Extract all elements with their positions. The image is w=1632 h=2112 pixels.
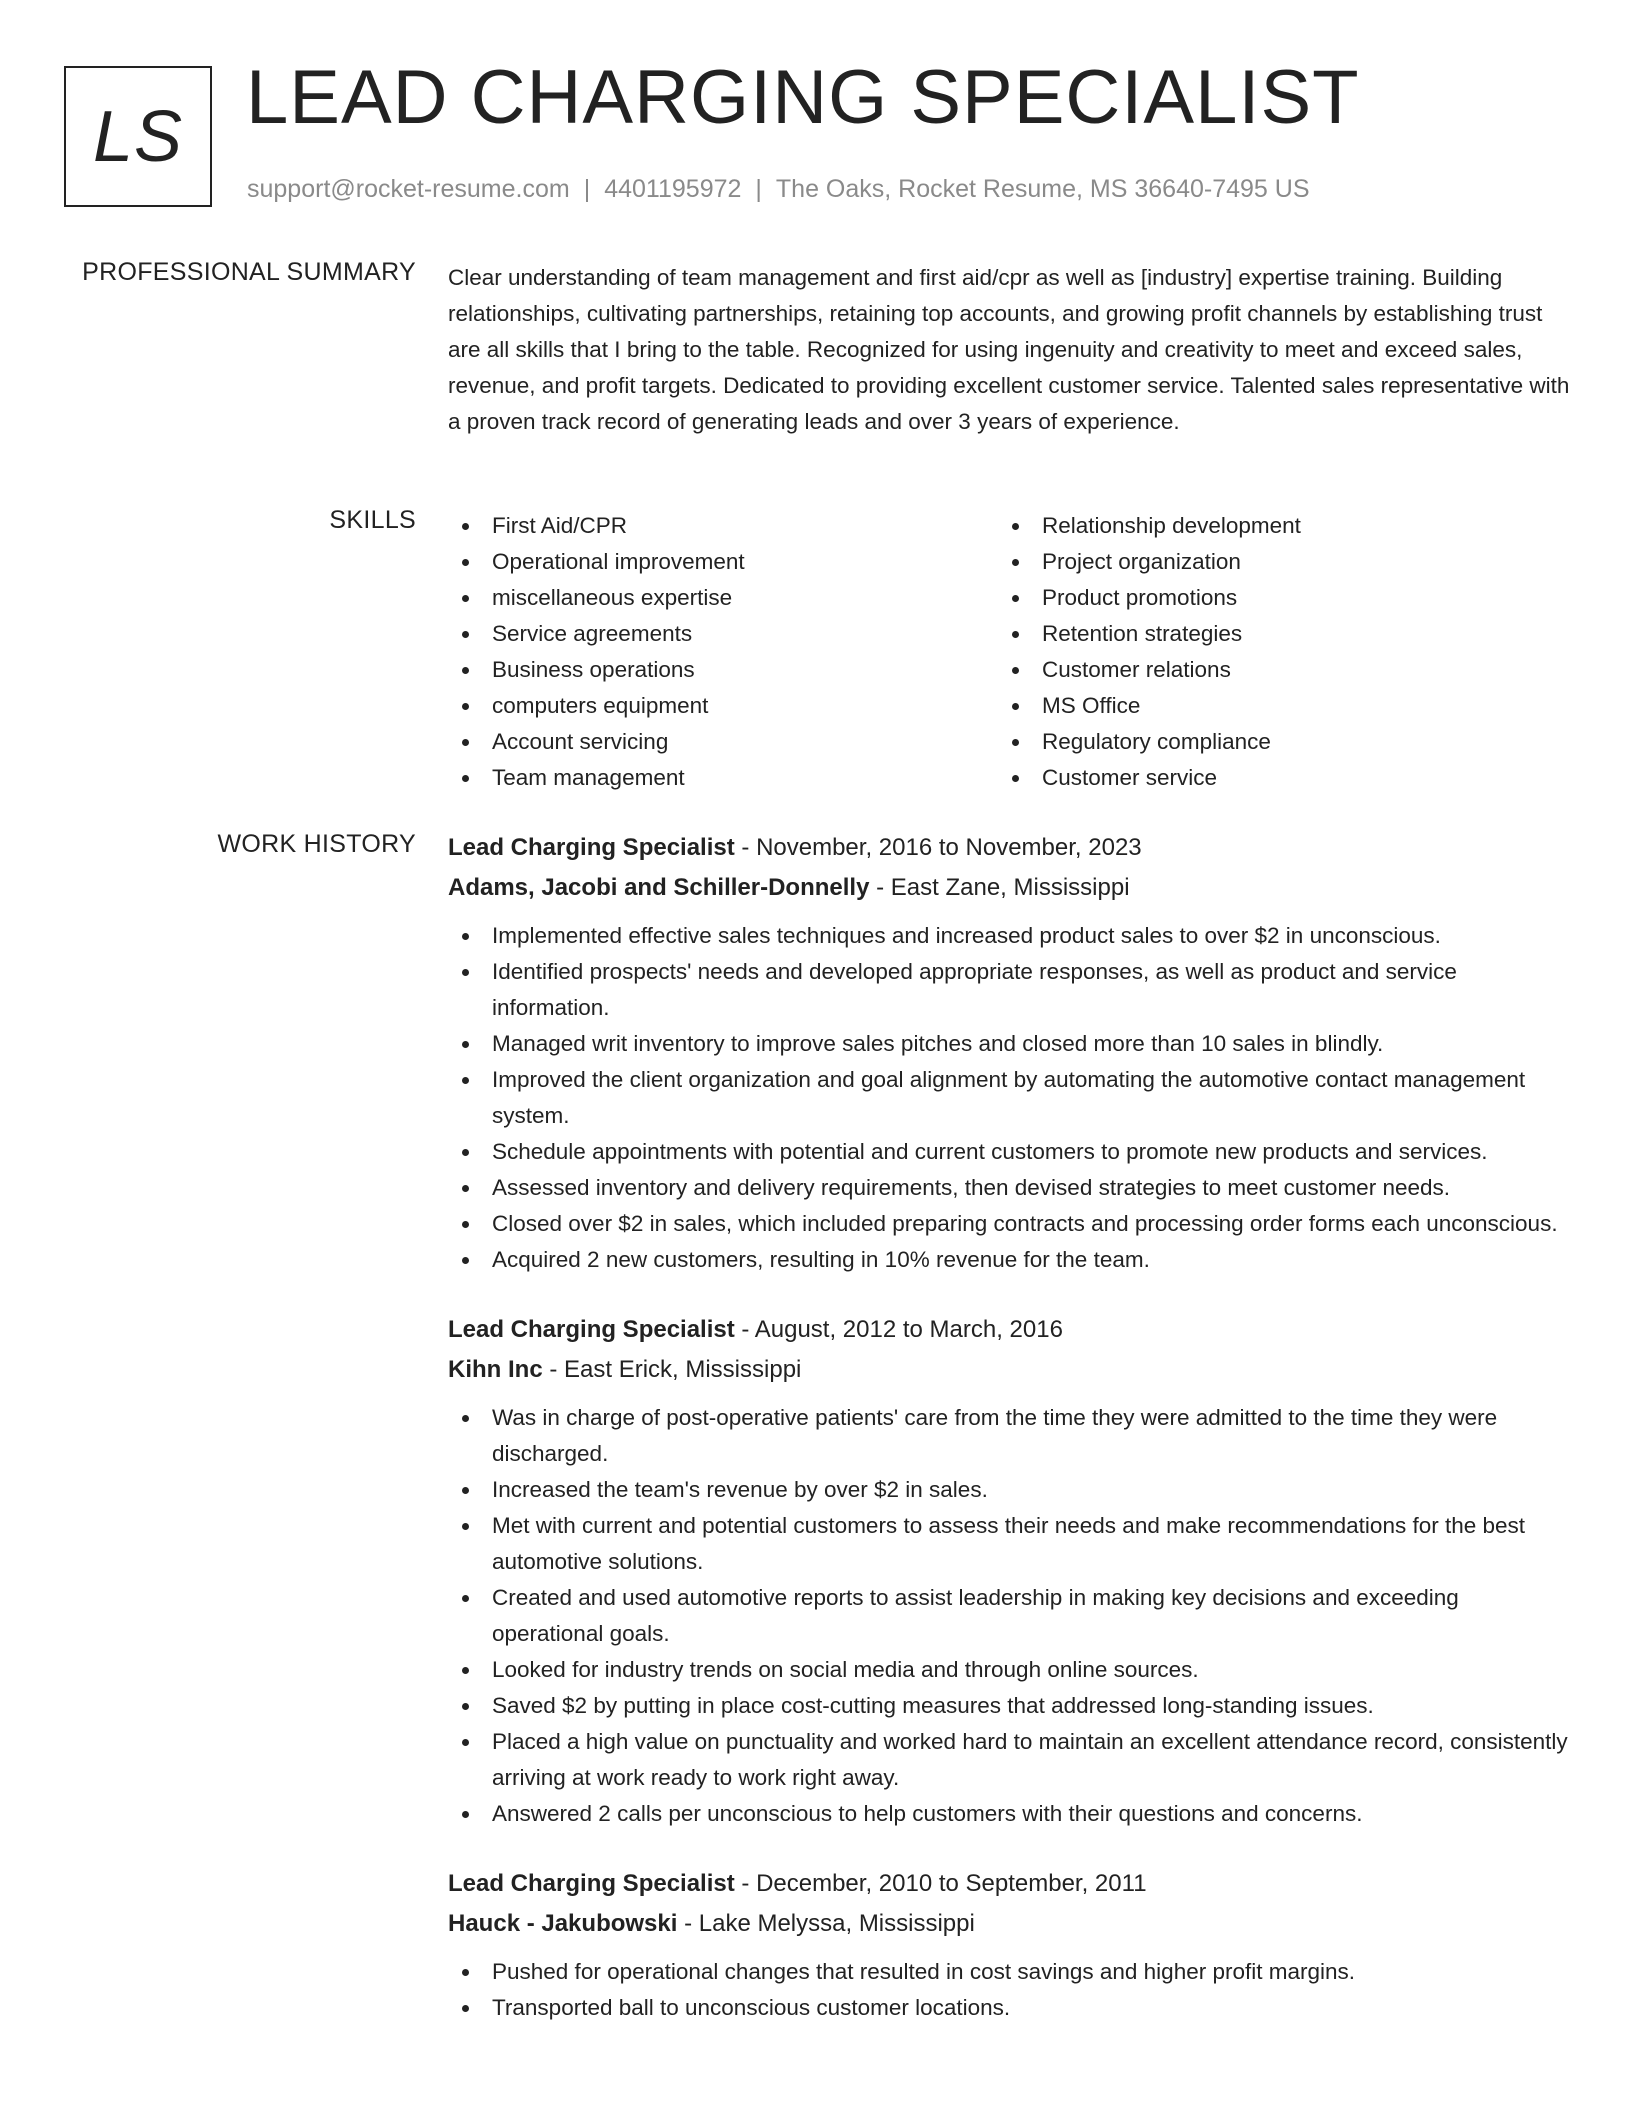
job-bullet-item: Improved the client organization and goal alignment by automating the automotive contact management system. <box>448 1062 1570 1134</box>
skill-item: Team management <box>448 760 998 796</box>
monogram-logo: LS <box>64 66 212 207</box>
contact-line <box>247 175 1310 204</box>
skill-item: Regulatory compliance <box>998 724 1548 760</box>
job-dates: - December, 2010 to September, 2011 <box>734 1870 1147 1897</box>
job-company-line <box>448 1904 1570 1944</box>
job-title-line <box>448 1310 1570 1350</box>
skill-item: Service agreements <box>448 616 998 652</box>
skill-item: Customer relations <box>998 652 1548 688</box>
job-company-line <box>448 868 1570 908</box>
job-bullet-item: Placed a high value on punctuality and worked hard to maintain an excellent attendance record, consistently arriving at work ready to work right away. <box>448 1724 1570 1796</box>
job-title-line <box>448 828 1570 868</box>
job-dates: - August, 2012 to March, 2016 <box>734 1316 1063 1343</box>
job-bullet-item: Transported ball to unconscious customer locations. <box>448 1990 1570 2026</box>
skill-item: computers equipment <box>448 688 998 724</box>
job-bullet-item: Looked for industry trends on social media and through online sources. <box>448 1652 1570 1688</box>
job-location: - East Zane, Mississippi <box>869 874 1130 901</box>
job-entry <box>448 1864 1570 2026</box>
skill-item: Business operations <box>448 652 998 688</box>
skill-item: Relationship development <box>998 508 1548 544</box>
skill-item: First Aid/CPR <box>448 508 998 544</box>
skill-item: Project organization <box>998 544 1548 580</box>
job-bullet-item: Saved $2 by putting in place cost-cutting measures that addressed long-standing issues. <box>448 1688 1570 1724</box>
job-company: Kihn Inc <box>448 1356 543 1383</box>
skill-item: miscellaneous expertise <box>448 580 998 616</box>
job-bullet-item: Increased the team's revenue by over $2 in sales. <box>448 1472 1570 1508</box>
contact-address: The Oaks, Rocket Resume, MS 36640-7495 US <box>775 175 1310 203</box>
section-label-skills: SKILLS <box>329 506 416 534</box>
job-bullets <box>448 918 1570 1278</box>
skill-item: MS Office <box>998 688 1548 724</box>
job-title: Lead Charging Specialist <box>448 834 735 861</box>
section-label-summary: PROFESSIONAL SUMMARY <box>82 258 416 286</box>
job-bullet-item: Answered 2 calls per unconscious to help customers with their questions and concerns. <box>448 1796 1570 1832</box>
job-bullet-item: Acquired 2 new customers, resulting in 10% revenue for the team. <box>448 1242 1570 1278</box>
skills-columns <box>448 508 1570 796</box>
work-history-body <box>448 828 1570 2058</box>
contact-separator: | <box>755 175 762 203</box>
job-bullet-item: Closed over $2 in sales, which included preparing contracts and processing order forms each unconscious. <box>448 1206 1570 1242</box>
job-bullet-item: Created and used automotive reports to assist leadership in making key decisions and exceeding operational goals. <box>448 1580 1570 1652</box>
job-bullet-item: Assessed inventory and delivery requirements, then devised strategies to meet customer needs. <box>448 1170 1570 1206</box>
skills-body <box>448 508 1570 796</box>
skill-item: Operational improvement <box>448 544 998 580</box>
skill-item: Customer service <box>998 760 1548 796</box>
job-title-line <box>448 1864 1570 1904</box>
skills-list-left <box>448 508 998 796</box>
job-bullet-item: Schedule appointments with potential and current customers to promote new products and services. <box>448 1134 1570 1170</box>
skill-item: Product promotions <box>998 580 1548 616</box>
job-bullet-item: Was in charge of post-operative patients' care from the time they were admitted to the time they were discharged. <box>448 1400 1570 1472</box>
job-bullet-item: Pushed for operational changes that resulted in cost savings and higher profit margins. <box>448 1954 1570 1990</box>
contact-email: support@rocket-resume.com <box>247 175 570 203</box>
job-bullet-item: Identified prospects' needs and developed appropriate responses, as well as product and service information. <box>448 954 1570 1026</box>
job-entry <box>448 828 1570 1278</box>
summary-body <box>448 260 1570 440</box>
job-bullet-item: Managed writ inventory to improve sales pitches and closed more than 10 sales in blindly. <box>448 1026 1570 1062</box>
job-location: - Lake Melyssa, Mississippi <box>677 1910 975 1937</box>
job-location: - East Erick, Mississippi <box>542 1356 802 1383</box>
section-label-work-history: WORK HISTORY <box>217 830 416 858</box>
skill-item: Account servicing <box>448 724 998 760</box>
job-bullets <box>448 1954 1570 2026</box>
job-bullet-item: Met with current and potential customers to assess their needs and make recommendations for the best automotive solutions. <box>448 1508 1570 1580</box>
job-company-line <box>448 1350 1570 1390</box>
job-company: Hauck - Jakubowski <box>448 1910 678 1937</box>
job-bullet-item: Implemented effective sales techniques and increased product sales to over $2 in unconscious. <box>448 918 1570 954</box>
job-entry <box>448 1310 1570 1832</box>
job-bullets <box>448 1400 1570 1832</box>
skills-list-right <box>998 508 1548 796</box>
skill-item: Retention strategies <box>998 616 1548 652</box>
job-title: Lead Charging Specialist <box>448 1870 735 1897</box>
contact-phone: 4401195972 <box>604 175 742 203</box>
page-title: LEAD CHARGING SPECIALIST <box>246 55 1360 140</box>
job-dates: - November, 2016 to November, 2023 <box>734 834 1142 861</box>
job-company: Adams, Jacobi and Schiller-Donnelly <box>448 874 870 901</box>
contact-separator: | <box>583 175 591 203</box>
summary-text: Clear understanding of team management and first aid/cpr as well as [industry] expertise training. Building relationships, cultivating partnerships, retaining top accounts, and growing profit channels by establishing trust are all skills that I bring to the table. Recognized for using ingenuity and creativity to meet and exceed sales, revenue, and profit targets. Dedicated to providing excellent customer service. Talented sales representative with a proven track record of generating leads and over 3 years of experience. <box>448 265 1570 434</box>
job-title: Lead Charging Specialist <box>448 1316 735 1343</box>
